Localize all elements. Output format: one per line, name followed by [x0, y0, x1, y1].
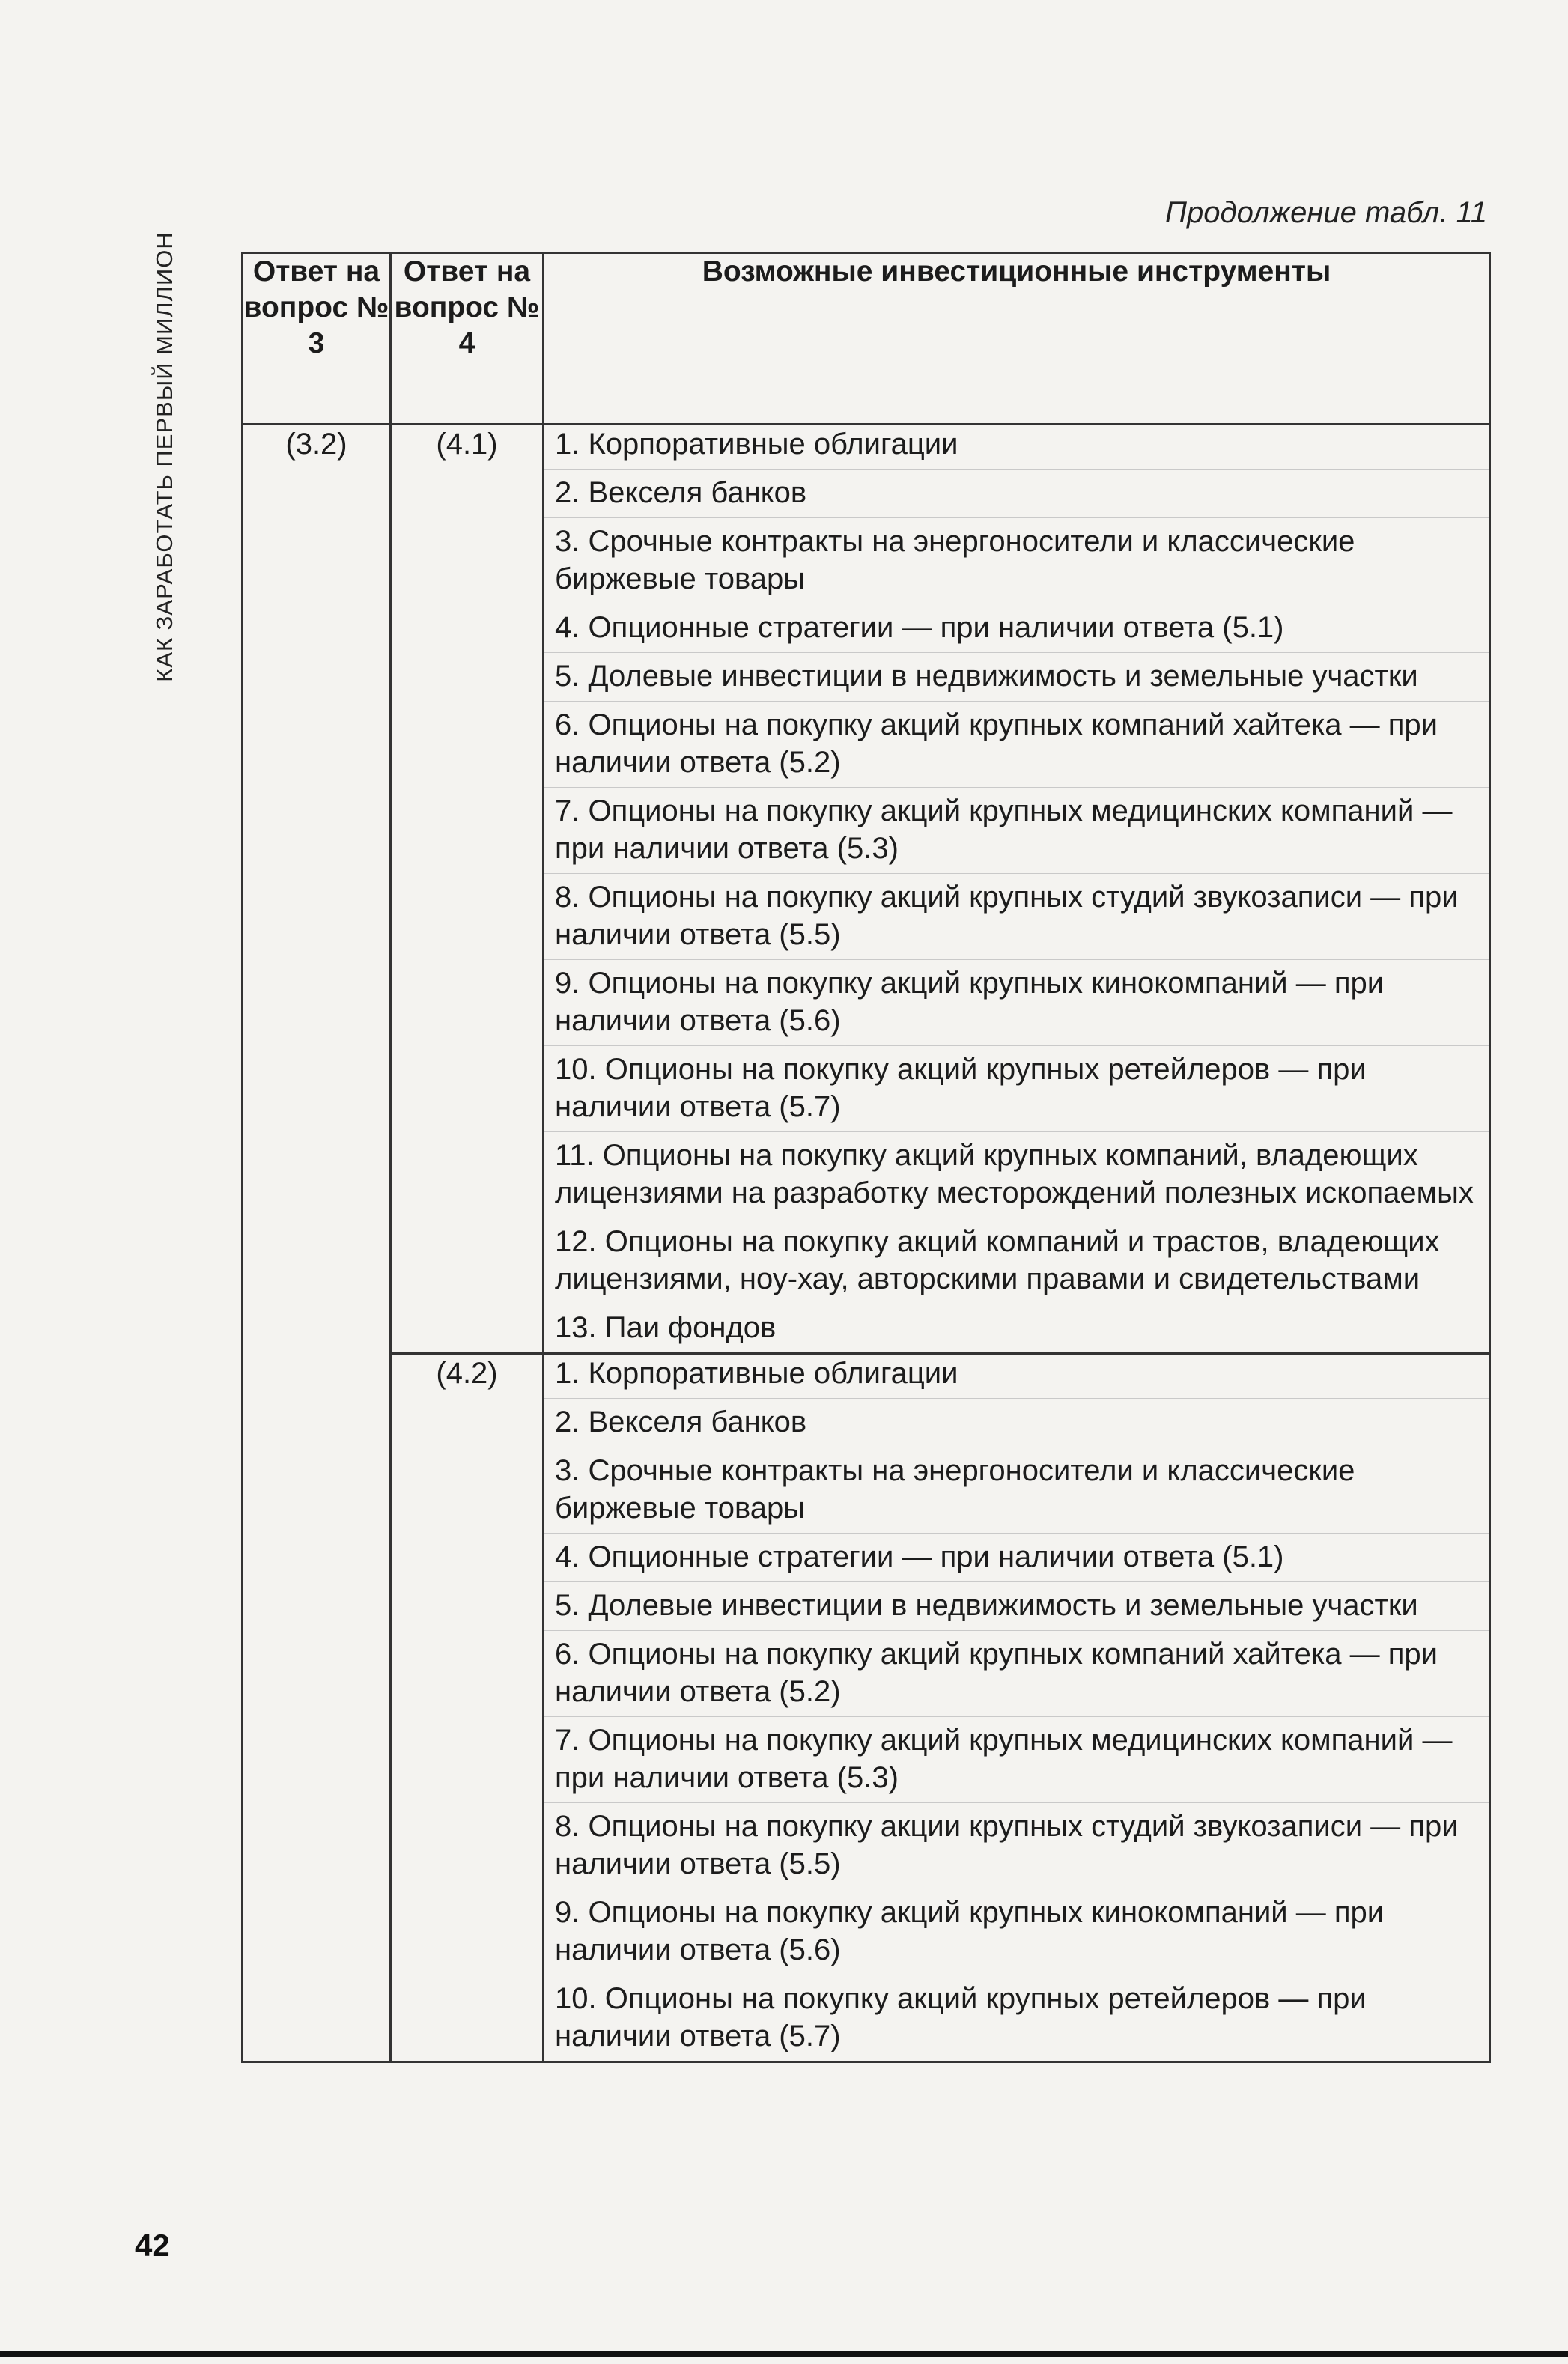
header-row: [243, 253, 1490, 425]
bottom-rule: [0, 2351, 1568, 2357]
list-item: 2. Векселя банков: [544, 469, 1489, 517]
list-item: 7. Опционы на покупку акций крупных медицинских компаний — при наличии ответа (5.3): [544, 1716, 1489, 1802]
list-item: 10. Опционы на покупку акций крупных ретейлеров — при наличии ответа (5.7): [544, 1975, 1489, 2061]
list-item: 7. Опционы на покупку акций крупных медицинских компаний — при наличии ответа (5.3): [544, 787, 1489, 873]
list-item: 3. Срочные контракты на энергоносители и классические биржевые товары: [544, 517, 1489, 604]
table-row: [243, 1354, 1490, 2062]
page-number: 42: [135, 2228, 170, 2263]
list-item: 8. Опционы на покупку акции крупных студий звукозаписи — при наличии ответа (5.5): [544, 1802, 1489, 1889]
list-item: 6. Опционы на покупку акций крупных компаний хайтека — при наличии ответа (5.2): [544, 1630, 1489, 1716]
list-item: 10. Опционы на покупку акций крупных ретейлеров — при наличии ответа (5.7): [544, 1045, 1489, 1131]
instrument-list: [544, 1354, 1490, 2062]
list-item: 4. Опционные стратегии — при наличии ответа (5.1): [544, 1533, 1489, 1581]
list-item: 1. Корпоративные облигации: [555, 1357, 958, 1390]
list-item: 11. Опционы на покупку акций крупных компаний, владеющих лицензиями на разработку месторождений полезных ископаемых: [544, 1131, 1489, 1218]
investment-table: [241, 252, 1491, 2063]
running-head: [150, 210, 180, 704]
list-item: 9. Опционы на покупку акций крупных кинокомпаний — при наличии ответа (5.6): [544, 1889, 1489, 1975]
instrument-list: [544, 425, 1490, 1354]
q3-answer-cell: (3.2): [243, 425, 391, 2062]
q4-answer-cell: (4.1): [391, 425, 544, 1354]
list-item: 2. Векселя банков: [544, 1398, 1489, 1447]
list-item: 4. Опционные стратегии — при наличии ответа (5.1): [544, 604, 1489, 652]
list-item: 12. Опционы на покупку акций компаний и трастов, владеющих лицензиями, ноу-хау, авторскими правами и свидетельствами: [544, 1218, 1489, 1304]
table-caption: Продолжение табл. 11: [1165, 196, 1487, 229]
header-q4: Ответ на вопрос № 4: [391, 253, 544, 425]
header-q3: Ответ на вопрос № 3: [243, 253, 391, 425]
q4-answer-cell: (4.2): [391, 1354, 544, 2062]
list-item: 1. Корпоративные облигации: [555, 428, 958, 461]
running-head-text: КАК ЗАРАБОТАТЬ ПЕРВЫЙ МИЛЛИОН: [151, 231, 177, 682]
header-instruments: Возможные инвестиционные инструменты: [544, 253, 1490, 425]
list-item: 6. Опционы на покупку акций крупных компаний хайтека — при наличии ответа (5.2): [544, 701, 1489, 787]
list-item: 3. Срочные контракты на энергоносители и классические биржевые товары: [544, 1447, 1489, 1533]
list-item: 8. Опционы на покупку акций крупных студий звукозаписи — при наличии ответа (5.5): [544, 873, 1489, 959]
list-item: 5. Долевые инвестиции в недвижимость и земельные участки: [544, 652, 1489, 701]
list-item: 13. Паи фондов: [544, 1304, 1489, 1352]
list-item: 5. Долевые инвестиции в недвижимость и земельные участки: [544, 1581, 1489, 1630]
list-item: 9. Опционы на покупку акций крупных кинокомпаний — при наличии ответа (5.6): [544, 959, 1489, 1045]
table-row: [243, 425, 1490, 1354]
